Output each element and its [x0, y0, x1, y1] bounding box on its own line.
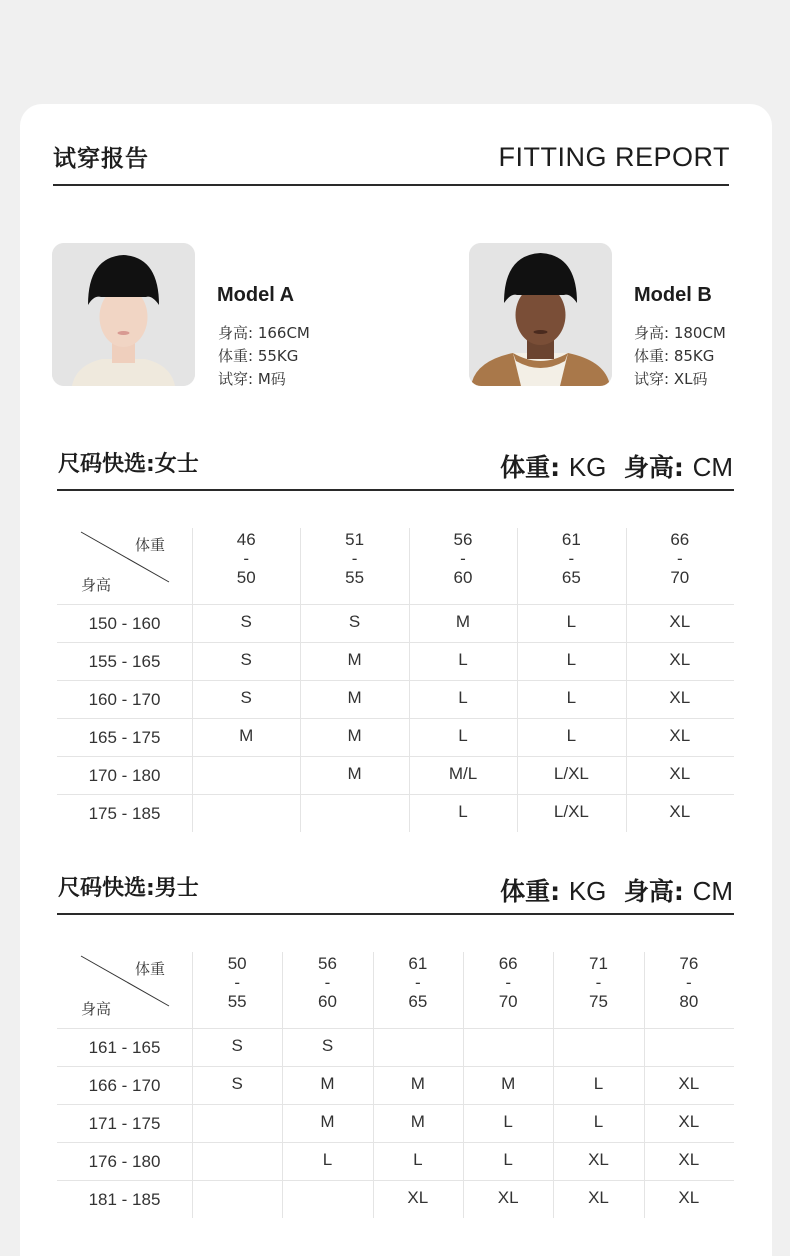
model-a-height: 身高: 166CM: [218, 324, 310, 342]
men-unit-weight: KG: [568, 876, 607, 906]
women-size-cell: L: [566, 688, 577, 707]
women-row-divider: [57, 718, 734, 719]
men-size-cell: S: [231, 1074, 243, 1093]
women-section-title: 尺码快选:女士: [58, 452, 199, 477]
women-size-cell: M: [347, 726, 362, 745]
men-size-cell: S: [231, 1036, 243, 1055]
women-weight-column-header: [409, 530, 517, 587]
women-row-divider: [57, 680, 734, 681]
women-size-cell: S: [240, 650, 252, 669]
women-height-row-label: 165 - 175: [88, 728, 161, 747]
women-weight-top: 46: [236, 530, 256, 549]
women-height-row-label: 170 - 180: [88, 766, 161, 785]
model-a-size: 试穿: M码: [218, 370, 286, 388]
women-height-row-label: 155 - 165: [88, 652, 161, 671]
men-weight-dash: -: [685, 973, 692, 992]
men-weight-dash: -: [324, 973, 331, 992]
men-height-row-label: 181 - 185: [88, 1190, 161, 1209]
women-weight-column-header: [517, 530, 625, 587]
women-unit-label: [500, 448, 733, 484]
men-weight-bottom: 75: [589, 992, 608, 1011]
men-weight-bottom: 70: [498, 992, 518, 1011]
women-divider: [57, 489, 734, 491]
men-size-cell: XL: [588, 1188, 609, 1207]
women-height-row-label: 160 - 170: [88, 690, 161, 709]
men-weight-top: 56: [318, 954, 337, 973]
women-size-cell: XL: [669, 688, 691, 707]
women-size-cell: M/L: [448, 764, 478, 783]
men-weight-column-header: [192, 954, 282, 1011]
women-size-cell: M: [455, 612, 471, 631]
men-weight-column-header: [282, 954, 372, 1011]
women-weight-dash: -: [243, 549, 250, 568]
men-section-title: 尺码快选:男士: [58, 876, 199, 901]
men-weight-dash: -: [505, 973, 511, 992]
men-weight-top: 61: [408, 954, 428, 973]
women-weight-top: 56: [453, 530, 473, 549]
men-weight-top: 66: [498, 954, 518, 973]
women-size-cell: XL: [669, 612, 691, 631]
women-unit-height-label: 身高:: [623, 453, 684, 482]
men-unit-label: [500, 872, 733, 908]
men-weight-bottom: 65: [408, 992, 428, 1011]
women-size-cell: L: [458, 650, 468, 669]
women-weight-dash: -: [676, 549, 683, 568]
women-size-cell: L: [458, 688, 468, 707]
women-size-table: [57, 528, 734, 833]
men-corner-height: 身高: [81, 1000, 112, 1018]
men-size-cell: XL: [678, 1188, 700, 1207]
men-size-cell: XL: [588, 1150, 609, 1169]
model-b-name: Model B: [634, 284, 712, 306]
women-weight-top: 61: [561, 530, 581, 549]
women-size-cell: L: [566, 726, 577, 745]
women-size-cell: L: [566, 650, 577, 669]
women-size-cell: M: [239, 726, 254, 745]
men-row-divider: [57, 1028, 734, 1029]
men-size-cell: XL: [407, 1188, 429, 1207]
men-size-cell: S: [321, 1036, 334, 1055]
men-corner-weight: 体重: [135, 960, 166, 978]
report-title-cn: 试穿报告: [53, 146, 149, 172]
model-b-size: 试穿: XL码: [634, 370, 708, 388]
women-height-row-label: 175 - 185: [88, 804, 161, 823]
men-size-cell: XL: [678, 1150, 700, 1169]
women-weight-top: 51: [345, 530, 365, 549]
women-weight-column-header: [300, 530, 408, 587]
women-weight-dash: -: [460, 549, 466, 568]
women-corner-weight: 体重: [135, 536, 166, 554]
men-row-divider: [57, 1180, 734, 1181]
men-weight-column-header: [553, 954, 643, 1011]
women-weight-column-header: [192, 530, 300, 587]
men-row-divider: [57, 1104, 734, 1105]
men-size-cell: M: [410, 1112, 425, 1131]
women-size-cell: M: [347, 764, 362, 783]
men-weight-dash: -: [414, 973, 421, 992]
header-divider: [53, 184, 729, 186]
women-weight-dash: -: [351, 549, 358, 568]
women-weight-column-header: [626, 530, 734, 587]
men-divider: [57, 913, 734, 915]
women-row-divider: [57, 756, 734, 757]
women-row-divider: [57, 604, 734, 605]
women-unit-height: CM: [692, 452, 733, 482]
men-size-cell: M: [501, 1074, 516, 1093]
men-unit-height-label: 身高:: [623, 877, 684, 906]
men-size-cell: L: [503, 1150, 513, 1169]
women-size-cell: XL: [669, 650, 691, 669]
men-weight-top: 50: [227, 954, 247, 973]
model-a-photo: [52, 243, 195, 386]
women-weight-dash: -: [568, 549, 575, 568]
men-size-cell: L: [413, 1150, 423, 1169]
men-height-row-label: 166 - 170: [88, 1076, 161, 1095]
women-size-cell: XL: [669, 764, 691, 783]
men-size-cell: L: [593, 1112, 604, 1131]
men-height-row-label: 176 - 180: [88, 1152, 161, 1171]
women-weight-bottom: 65: [561, 568, 581, 587]
men-size-cell: L: [503, 1112, 513, 1131]
women-size-cell: L: [458, 802, 468, 821]
men-weight-bottom: 80: [679, 992, 699, 1011]
women-unit-weight-label: 体重:: [500, 453, 561, 482]
women-weight-bottom: 70: [670, 568, 690, 587]
report-title-en: FITTING REPORT: [498, 142, 730, 172]
women-weight-bottom: 60: [453, 568, 473, 587]
women-row-divider: [57, 642, 734, 643]
men-weight-dash: -: [595, 973, 602, 992]
women-weight-bottom: 50: [236, 568, 256, 587]
men-size-cell: M: [320, 1112, 335, 1131]
women-size-cell: XL: [669, 726, 691, 745]
women-size-cell: M: [347, 650, 362, 669]
women-size-cell: L: [458, 726, 468, 745]
women-size-cell: S: [240, 688, 252, 707]
model-b-photo: [469, 243, 612, 386]
men-weight-column-header: [644, 954, 734, 1011]
model-a-name: Model A: [217, 284, 295, 306]
men-unit-weight-label: 体重:: [500, 877, 561, 906]
men-size-cell: M: [320, 1074, 335, 1093]
men-weight-column-header: [463, 954, 553, 1011]
men-weight-bottom: 60: [318, 992, 337, 1011]
men-height-row-label: 171 - 175: [88, 1114, 161, 1133]
model-b-height: 身高: 180CM: [634, 324, 726, 342]
women-weight-top: 66: [670, 530, 690, 549]
model-a-weight: 体重: 55KG: [218, 347, 299, 365]
men-row-divider: [57, 1142, 734, 1143]
men-weight-bottom: 55: [227, 992, 247, 1011]
women-size-cell: L/XL: [553, 802, 589, 821]
women-size-cell: XL: [669, 802, 691, 821]
men-weight-column-header: [373, 954, 463, 1011]
women-size-cell: S: [240, 612, 252, 631]
men-size-cell: M: [410, 1074, 425, 1093]
men-weight-top: 76: [679, 954, 699, 973]
men-size-cell: XL: [678, 1074, 700, 1093]
men-weight-dash: -: [234, 973, 240, 992]
women-table-corner: [57, 528, 192, 594]
women-size-cell: M: [347, 688, 362, 707]
women-size-cell: L/XL: [553, 764, 589, 783]
women-corner-height: 身高: [81, 576, 112, 594]
men-unit-height: CM: [692, 876, 733, 906]
men-table-corner: [57, 952, 192, 1018]
men-height-row-label: 161 - 165: [88, 1038, 161, 1057]
men-size-cell: XL: [678, 1112, 700, 1131]
men-size-cell: L: [593, 1074, 604, 1093]
women-unit-weight: KG: [568, 452, 607, 482]
men-row-divider: [57, 1066, 734, 1067]
model-b-weight: 体重: 85KG: [634, 347, 715, 365]
men-size-table: [57, 952, 734, 1220]
men-size-cell: XL: [497, 1188, 519, 1207]
women-height-row-label: 150 - 160: [88, 614, 161, 633]
women-weight-bottom: 55: [345, 568, 365, 587]
men-size-cell: L: [322, 1150, 333, 1169]
women-size-cell: L: [566, 612, 577, 631]
men-weight-top: 71: [589, 954, 608, 973]
women-size-cell: S: [348, 612, 361, 631]
women-row-divider: [57, 794, 734, 795]
